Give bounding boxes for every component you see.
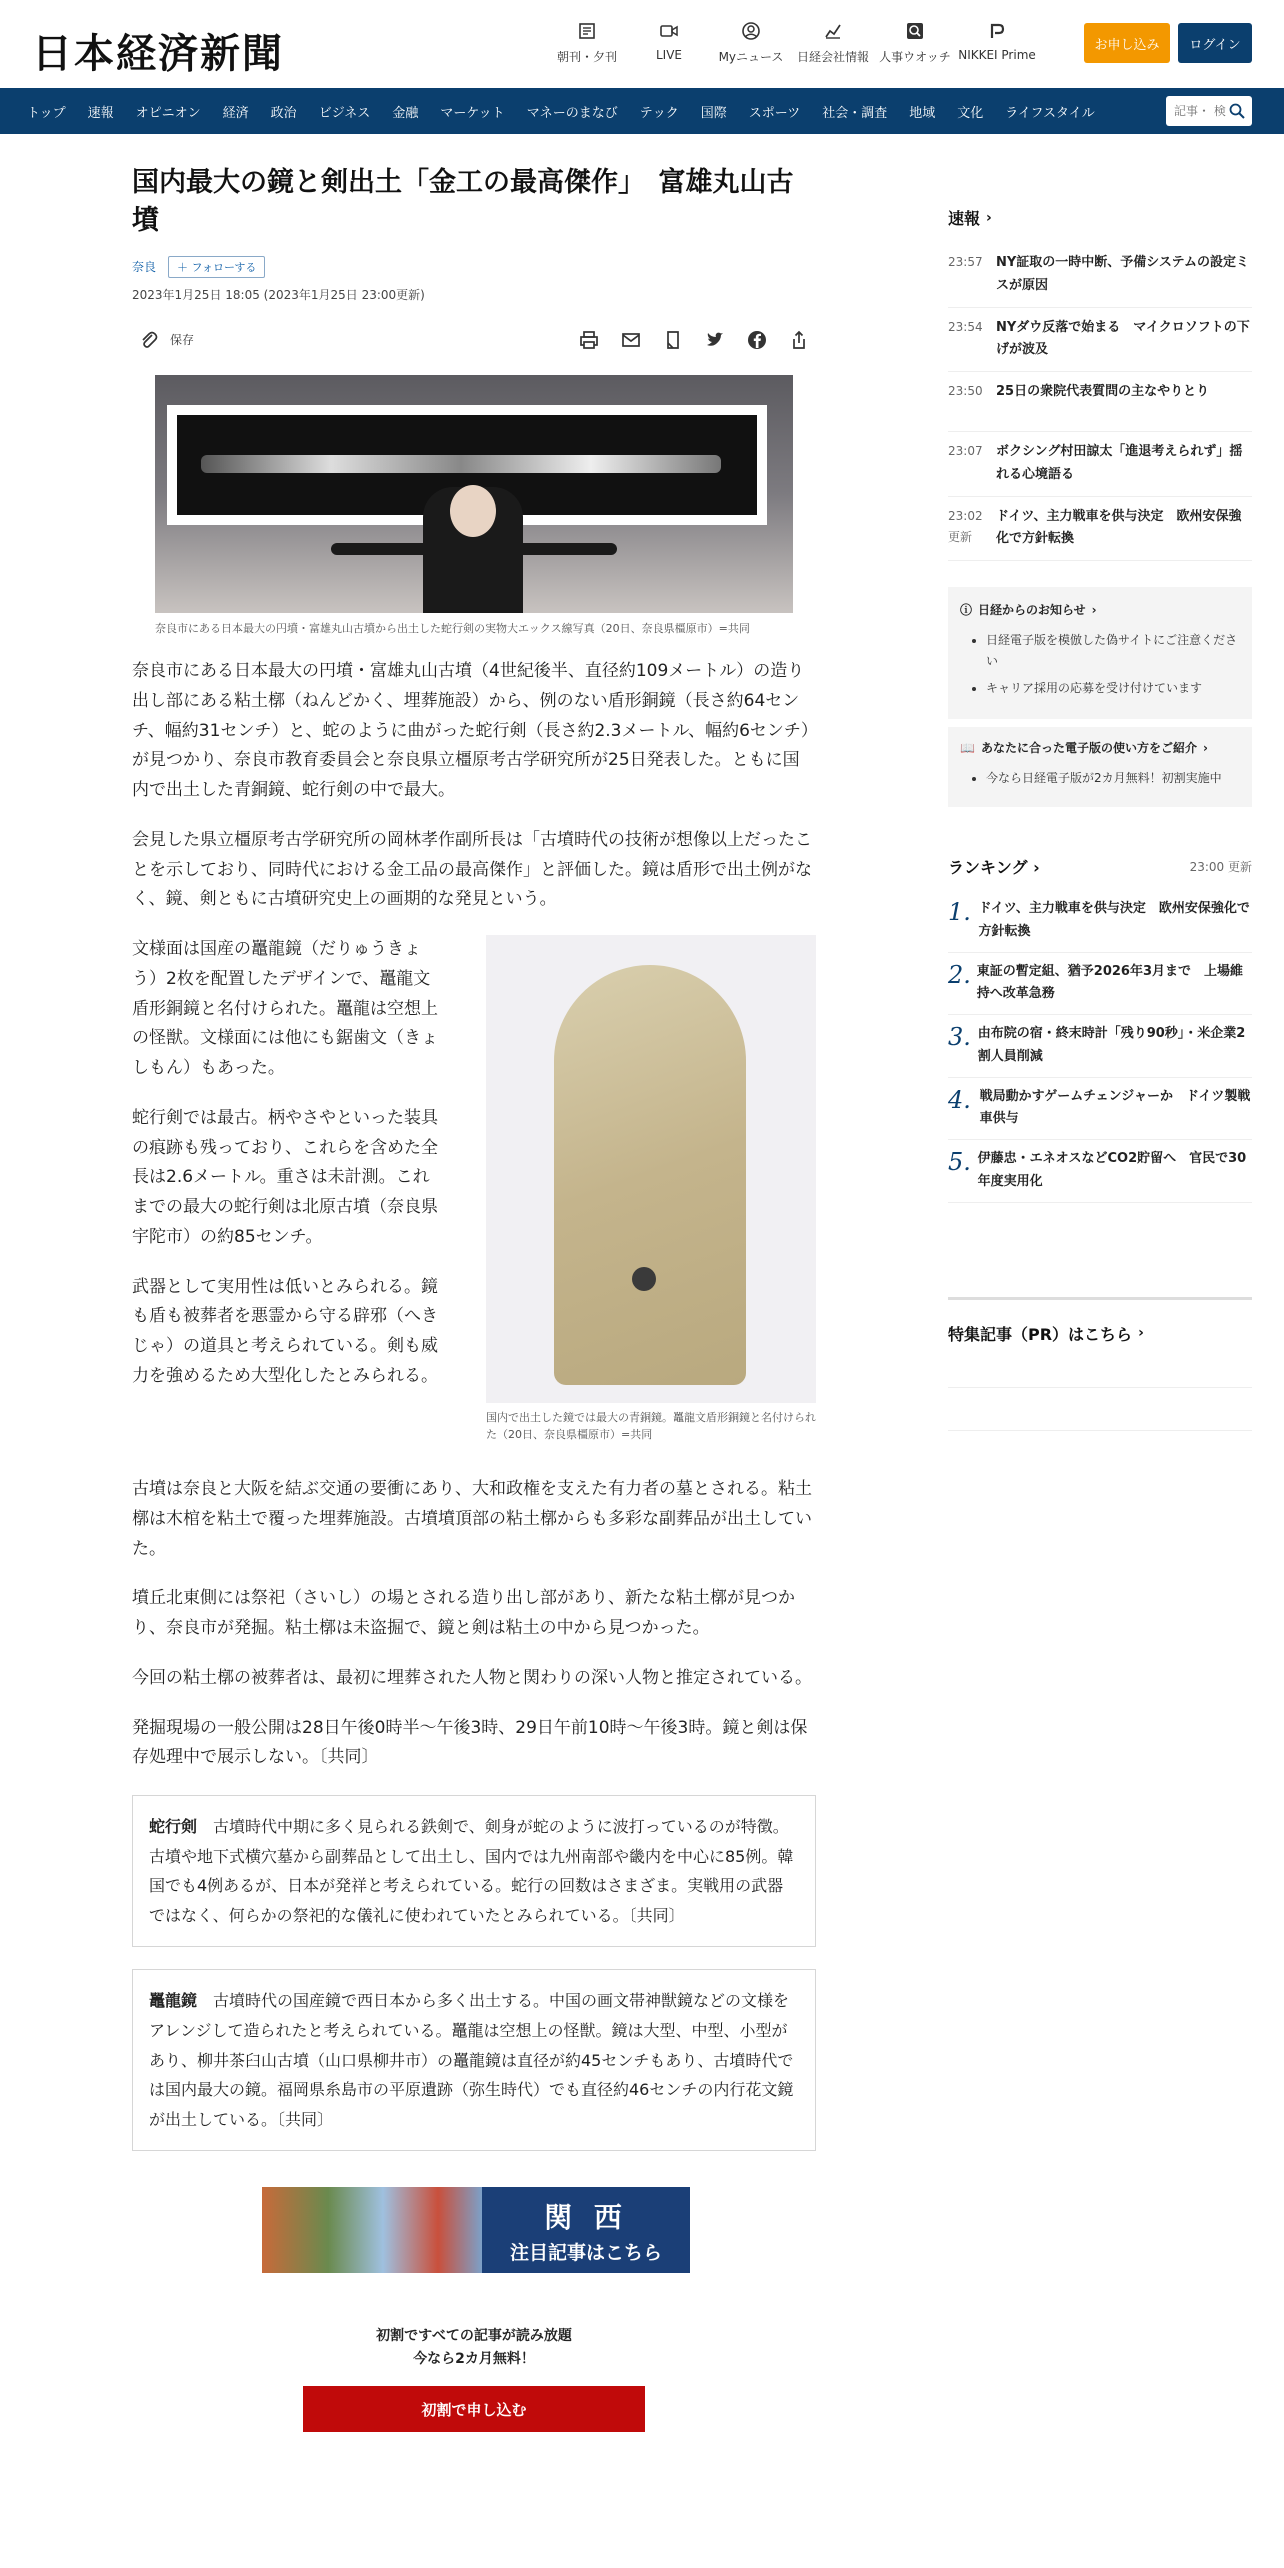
notice-box xyxy=(948,587,1252,719)
nav-label: LIVE xyxy=(655,48,682,62)
news-text: NYダウ反落で始まる マイクロソフトの下げが波及 xyxy=(996,319,1250,358)
navbar-item-lifestyle[interactable]: ライフスタイル xyxy=(1005,105,1095,121)
news-list xyxy=(948,243,1252,561)
guide-item[interactable]: • 今なら日経電子版が2カ月無料！初割実施中 xyxy=(986,768,1240,789)
news-time: 23:50 xyxy=(948,384,983,398)
float-text xyxy=(132,935,442,1392)
news-item[interactable] xyxy=(948,308,1252,373)
rank-number: 5. xyxy=(948,1148,971,1176)
article-paragraph: 文様面は国産の鼉龍鏡（だりゅうきょう）2枚を配置したデザインで、鼉龍文盾形銅鏡と名付けられた。鼉龍は空想上の怪獣。文様面には他にも鋸歯文（きょしもん）もあった。 xyxy=(132,939,438,1079)
banner-subtitle: 注目記事はこちら xyxy=(509,2241,662,2264)
news-text: 25日の衆院代表質問の主なやりとり xyxy=(996,384,1210,399)
float-section xyxy=(132,935,816,1455)
navbar-item-international[interactable]: 国際 xyxy=(700,105,727,121)
chevron-right-icon: › xyxy=(986,209,992,226)
article-paragraph: 会見した県立橿原考古学研究所の岡林孝作副所長は「古墳時代の技術が想像以上だったことを示しており、同時代における金工品の最高傑作」と評価した。鏡は盾形で出土例がなく、鏡、剣ともに古墳研究史上の画期的な発見という。 xyxy=(132,829,812,910)
mirror-hole xyxy=(632,1267,656,1291)
glossary-text: 古墳時代中期に多く見られる鉄剣で、剣身が蛇のように波打っているのが特徴。古墳や地下式横穴墓から副葬品として出土し、国内では九州南部や畿内を中心に85例。韓国でも4例あるが、日本が発祥と考えられている。蛇行の回数はさまざま。実戦用の武器ではなく、何らかの祭祀的な儀礼に使われていたとみられている。〔共同〕 xyxy=(149,1817,794,1925)
newspaper-icon xyxy=(576,20,598,42)
navbar-item-society[interactable]: 社会・調査 xyxy=(822,105,888,121)
navbar-item-economy[interactable]: 経済 xyxy=(222,105,249,121)
rank-text: ドイツ、主力戦車を供与決定 欧州安保強化で方針転換 xyxy=(978,901,1250,939)
glossary-box-daryukyo xyxy=(132,1969,816,2151)
section-title-text: ランキング xyxy=(948,858,1028,877)
section-title-text: 特集記事（PR）はこちら xyxy=(948,1324,1133,1344)
nav-chokan-yukan[interactable] xyxy=(546,20,628,65)
navbar-item-opinion[interactable]: オピニオン xyxy=(135,105,201,121)
chart-icon xyxy=(822,20,844,42)
note-icon[interactable] xyxy=(662,329,684,351)
user-icon xyxy=(740,20,762,42)
notice-list xyxy=(960,630,1240,699)
news-text: ボクシング村田諒太「進退考えられず」揺れる心境語る xyxy=(996,444,1243,482)
article-title: 国内最大の鏡と剣出土「金工の最高傑作」 富雄丸山古墳 xyxy=(132,167,794,236)
share-tools xyxy=(578,329,810,351)
news-updated: 更新 xyxy=(948,530,973,545)
kansai-banner[interactable] xyxy=(262,2187,690,2273)
save-label: 保存 xyxy=(170,333,195,348)
glossary-term: 鼉龍鏡 xyxy=(149,1991,198,2011)
ranking-item[interactable] xyxy=(948,1078,1252,1141)
article-date: 2023年1月25日 18:05 (2023年1月25日 23:00更新) xyxy=(132,287,425,302)
notice-title-text: 日経からのお知らせ xyxy=(978,603,1086,617)
ranking-item[interactable] xyxy=(948,890,1252,953)
navbar-item-market[interactable]: マーケット xyxy=(440,105,505,121)
rank-number: 2. xyxy=(948,960,971,989)
rank-text: 由布院の宿・終末時計「残り90秒」・米企業2割人員削減 xyxy=(977,1026,1246,1064)
apply-button[interactable]: お申し込み xyxy=(1084,23,1170,63)
search-input[interactable] xyxy=(1174,104,1228,118)
banner-photos xyxy=(262,2187,482,2273)
search-person-icon xyxy=(904,20,926,42)
nav-label: 日経会社情報 xyxy=(796,50,869,64)
divider xyxy=(948,1430,1252,1431)
tokushu-title[interactable] xyxy=(948,1322,1252,1345)
subscribe-button[interactable]: 初割で申し込む xyxy=(303,2386,645,2432)
share-icon[interactable] xyxy=(788,329,810,351)
navbar-item-sokuho[interactable]: 速報 xyxy=(87,105,114,121)
search-icon[interactable] xyxy=(1228,102,1246,120)
news-text: ドイツ、主力戦車を供与決定 欧州安保強化で方針転換 xyxy=(996,508,1242,547)
chevron-right-icon: › xyxy=(1138,1325,1144,1341)
book-icon: 📖 xyxy=(960,740,975,755)
search-box xyxy=(1166,96,1252,126)
nav-company-info[interactable] xyxy=(792,20,874,65)
navbar-item-tech[interactable]: テック xyxy=(639,105,679,121)
nav-jinji-watch[interactable] xyxy=(874,20,956,65)
ranking-list xyxy=(948,890,1252,1203)
photo-caption: 奈良市にある日本最大の円墳・富雄丸山古墳から出土した蛇行剣の実物大エックス線写真（20日、奈良県橿原市）=共同 xyxy=(155,621,750,635)
rank-text: 伊藤忠・エネオスなどCO2貯留へ 官民で30年度実用化 xyxy=(977,1151,1247,1189)
nav-live[interactable] xyxy=(628,20,710,65)
chevron-right-icon: › xyxy=(1033,858,1040,877)
banner-text xyxy=(482,2187,690,2273)
banner-title: 関 西 xyxy=(544,2200,628,2234)
rank-text: 東証の暫定組、猶予2026年3月まで 上場維持へ改革急務 xyxy=(976,963,1244,1002)
news-item[interactable] xyxy=(948,432,1252,497)
navbar-item-business[interactable]: ビジネス xyxy=(318,105,371,121)
guide-title[interactable] xyxy=(960,739,1240,756)
rank-number: 1. xyxy=(948,898,971,926)
navbar-item-sports[interactable]: スポーツ xyxy=(748,105,801,121)
article-paragraph: 今回の粘土槨の被葬者は、最初に埋葬された人物と関わりの深い人物と推定されている。 xyxy=(132,1667,812,1688)
news-item[interactable] xyxy=(948,497,1252,562)
notice-item[interactable]: • 日経電子版を模倣した偽サイトにご注意ください xyxy=(986,630,1240,672)
login-button[interactable]: ログイン xyxy=(1178,23,1252,63)
nav-label: 朝刊・夕刊 xyxy=(556,50,617,64)
ranking-item[interactable] xyxy=(948,1140,1252,1203)
section-title-text: 速報 xyxy=(948,209,981,228)
ranking-item[interactable] xyxy=(948,1015,1252,1078)
sokuho-title[interactable] xyxy=(948,206,1252,229)
navbar-item-finance[interactable]: 金融 xyxy=(392,105,419,121)
promo-text xyxy=(132,2325,816,2370)
ranking-section xyxy=(948,855,1252,1203)
article-tools xyxy=(132,323,816,357)
guide-title-text: あなたに合った電子版の使い方をご紹介 xyxy=(980,741,1197,755)
article-paragraph: 古墳は奈良と大阪を結ぶ交通の要衝にあり、大和政権を支えた有力者の墓とされる。粘土槨は木棺を粘土で覆った埋葬施設。古墳墳頂部の粘土槨からも多彩な副葬品が出土していた。 xyxy=(132,1479,812,1559)
main-navbar xyxy=(0,88,1284,134)
topic-tag[interactable]: 奈良 xyxy=(132,260,157,275)
rank-text: 戦局動かすゲームチェンジャーか ドイツ製戦車供与 xyxy=(979,1088,1251,1127)
sokuho-section xyxy=(948,206,1252,561)
video-icon xyxy=(658,20,680,42)
news-time: 23:57 xyxy=(948,255,983,269)
navbar-item-top[interactable]: トップ xyxy=(27,105,66,121)
divider xyxy=(948,1387,1252,1388)
ranking-title[interactable] xyxy=(948,855,1040,878)
news-time: 23:54 xyxy=(948,319,983,334)
article-photo-mirror[interactable] xyxy=(486,935,816,1403)
guide-list xyxy=(960,768,1240,789)
news-time-value: 23:02 xyxy=(948,508,983,523)
nav-nikkei-prime[interactable] xyxy=(956,20,1038,65)
print-icon[interactable] xyxy=(578,329,600,351)
save-button[interactable] xyxy=(138,329,194,351)
article-paragraph: 発掘現場の一般公開は28日午後0時半〜午後3時、29日午前10時〜午後3時。鏡と剣は保存処理中で展示しない。〔共同〕 xyxy=(132,1717,808,1768)
guide-box xyxy=(948,727,1252,807)
glossary-box-dakouken xyxy=(132,1795,816,1947)
chevron-right-icon: › xyxy=(1091,602,1097,617)
navbar-item-politics[interactable]: 政治 xyxy=(270,105,297,121)
news-time: 23:07 xyxy=(948,444,983,458)
rank-number: 3. xyxy=(948,1023,971,1051)
follow-button[interactable]: ＋ フォローする xyxy=(168,256,265,278)
mail-icon[interactable] xyxy=(620,329,642,351)
promo-line: 初割ですべての記事が読み放題 xyxy=(376,2328,572,2345)
article-paragraph: 蛇行剣では最古。柄やさやといった装具の痕跡も残っており、これらを含めた全長は2.6メートル。重さは未計測。これまでの最大の蛇行剣は北原古墳（奈良県宇陀市）の約85センチ。 xyxy=(132,1107,438,1247)
rank-number: 4. xyxy=(948,1085,971,1114)
tokushu-section xyxy=(948,1297,1252,1431)
news-item[interactable] xyxy=(948,243,1252,308)
article-meta xyxy=(132,256,816,278)
sidebar xyxy=(948,134,1252,1431)
site-logo[interactable]: 日本経済新聞 xyxy=(32,30,284,77)
photo-caption: 国内で出土した鏡では最大の青銅鏡。鼉龍文盾形銅鏡と名付けられた（20日、奈良県橿原市）=共同 xyxy=(486,1411,816,1442)
navbar-item-region[interactable]: 地域 xyxy=(909,105,936,121)
facebook-icon[interactable] xyxy=(746,329,768,351)
promo-line: 今なら2カ月無料！ xyxy=(413,2350,535,2367)
site-header xyxy=(0,0,1284,88)
nav-label: NIKKEI Prime xyxy=(958,48,1036,62)
article-paragraph: 墳丘北東側には祭祀（さいし）の場とされる造り出し部があり、新たな粘土槨が見つかり、奈良市が発掘。粘土槨は未盗掘で、鏡と剣は粘土の中から見つかった。 xyxy=(132,1588,795,1639)
article-paragraph: 奈良市にある日本最大の円墳・富雄丸山古墳（4世紀後半、直径約109メートル）の造り出し部にある粘土槨（ねんどかく、埋葬施設）から、例のない盾形銅鏡（長さ約64センチ、幅約31センチ）と、蛇のように曲がった蛇行剣（長さ約2.3メートル、幅約6センチ）が見つかり、奈良市教育委員会と奈良県立橿原考古学研究所が25日発表した。ともに国内で出土した青銅鏡、蛇行剣の中で最大。 xyxy=(132,661,810,801)
ranking-header xyxy=(948,855,1252,878)
notice-item[interactable]: • キャリア採用の応募を受け付けています xyxy=(986,678,1240,699)
header-nav xyxy=(546,20,1038,65)
navbar-item-money[interactable]: マネーのまなび xyxy=(526,105,618,121)
article-paragraph: 武器として実用性は低いとみられる。鏡も盾も被葬者を悪霊から守る辟邪（へきじゃ）の道具と考えられている。剣も威力を強めるため大型化したとみられる。 xyxy=(132,1276,438,1386)
glossary-text: 古墳時代の国産鏡で西日本から多く出土する。中国の画文帯神獣鏡などの文様をアレンジして造られたと考えられている。鼉龍は空想上の怪獣。鏡は大型、中型、小型があり、柳井茶臼山古墳（山口県柳井市）の鼉龍鏡は直径が約45センチもあり、古墳時代では国内最大の鏡。福岡県糸島市の平原遺跡（弥生時代）でも直径約46センチの内行花文鏡が出土している。〔共同〕 xyxy=(149,1991,794,2129)
notice-title[interactable] xyxy=(960,601,1240,618)
person-head xyxy=(450,485,496,537)
glossary-term: 蛇行剣 xyxy=(149,1817,198,1837)
follow-label: フォローする xyxy=(191,260,257,274)
prime-icon xyxy=(986,20,1008,42)
info-icon: ⓘ xyxy=(960,603,973,617)
news-item[interactable] xyxy=(948,372,1252,432)
paperclip-icon xyxy=(138,329,160,351)
article-photo-sword-xray[interactable] xyxy=(155,375,793,613)
news-text: NY証取の一時中断、予備システムの設定ミスが原因 xyxy=(996,255,1249,293)
nav-label: 人事ウオッチ xyxy=(879,50,951,64)
twitter-icon[interactable] xyxy=(704,329,726,351)
ranking-updated: 23:00 更新 xyxy=(1189,860,1252,874)
nav-label: Myニュース xyxy=(718,50,784,64)
nav-mynews[interactable] xyxy=(710,20,792,65)
news-time xyxy=(948,506,996,552)
article xyxy=(132,134,816,2432)
mirror-image xyxy=(554,965,746,1385)
chevron-right-icon: › xyxy=(1202,740,1208,755)
navbar-item-culture[interactable]: 文化 xyxy=(957,105,984,121)
ranking-item[interactable] xyxy=(948,953,1252,1016)
